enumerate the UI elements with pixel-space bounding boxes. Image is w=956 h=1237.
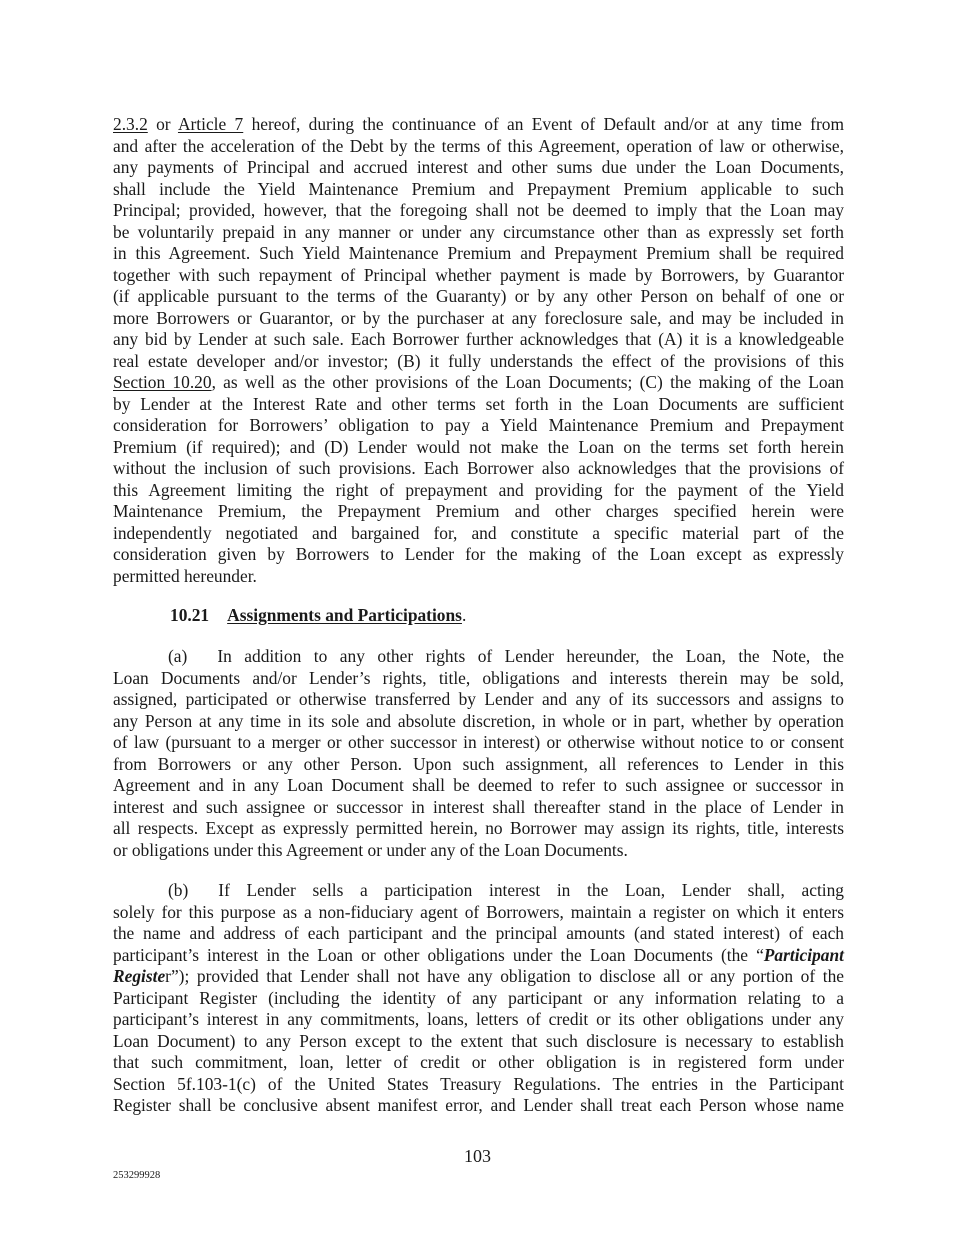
text-line: Loan Documents and/or Lender’s rights, title, obligations and interests therein may be sold, <box>113 667 844 688</box>
text-line: this Agreement limiting the right of prepayment and providing for the payment of the Yield <box>113 479 844 500</box>
text-line: shall include the Yield Maintenance Premium and Prepayment Premium applicable to such <box>113 178 844 199</box>
text-line: permitted hereunder. <box>113 565 257 586</box>
text-line: any payments of Principal and accrued interest and other sums due under the Loan Documents, <box>113 157 844 177</box>
text-line: Principal; provided, however, that the foregoing shall not be deemed to imply that the Loan may <box>113 200 844 220</box>
text-line: consideration for Borrowers’ obligation to pay a Yield Maintenance Premium and Prepayment <box>113 415 844 435</box>
text-line: participant’s interest in any commitments, loans, letters of credit or its other obligations under any <box>113 1009 844 1029</box>
text-line: independently negotiated and bargained for, and constitute a specific material part of the <box>113 522 844 543</box>
text-line: the name and address of each participant and the principal amounts (and stated interest) of each <box>113 923 844 943</box>
document-id: 253299928 <box>113 1170 161 1181</box>
text-line: Maintenance Premium, the Prepayment Premium and other charges specified herein were <box>113 501 844 521</box>
text-line: Agreement and in any Loan Document shall be deemed to refer to such assignee or successor in <box>113 775 844 795</box>
cross-reference-link: 2.3.2 <box>113 114 148 134</box>
text-line: Participant Register (including the identity of any participant or any information relating to a <box>113 987 844 1008</box>
text-line: solely for this purpose as a non-fiduciary agent of Borrowers, maintain a register on which it enters <box>113 901 844 922</box>
text-line: all respects. Except as expressly permitted herein, no Borrower may assign its rights, title, interests <box>113 818 844 838</box>
text-line: be voluntarily prepaid in any manner or under any circumstance other than as expressly set forth <box>113 221 844 242</box>
section-title: Assignments and Participations <box>227 605 462 625</box>
section-number: 10.21 <box>170 605 210 625</box>
paragraph-b: (b) If Lender sells a participation interest in the Loan, Lender shall, acting solely for this purpose as a non-fiduciary agent of Borrowers, maintain a register on which it enters the name and address of each participant and the principal amounts (and stated interest) of each participant’s interest in the Loan or other obligations under the Loan Documents (the “Participant Register”); provided that Lender shall not have any obligation to disclose all or any portion of the Participant Register (including the identity of any participant or any information relating to a participant’s interest in any commitments, loans, letters of credit or its other obligations under any Loan Document) to any Person except to the extent that such disclosure is necessary to establish that such commitment, loan, letter of credit or other obligation is in registered form under Section 5f.103-1(c) of the United States Treasury Regulations. The entries in the Participant Register shall be conclusive absent manifest error, and Lender shall treat each Person whose name <box>113 880 844 1115</box>
text-line: Register shall be conclusive absent manifest error, and Lender shall treat each Person whose name <box>113 1095 844 1115</box>
text-line: without the inclusion of such provisions. Each Borrower also acknowledges that the provisions of <box>113 458 844 478</box>
text-line: more Borrowers or Guarantor, or by the purchaser at any foreclosure sale, and may be included in <box>113 307 844 328</box>
text-line: Section 5f.103-1(c) of the United States Treasury Regulations. The entries in the Participant <box>113 1073 844 1094</box>
text-line: real estate developer and/or investor; (B) it fully understands the effect of the provisions of this <box>113 350 844 371</box>
text-line: interest and such assignee or successor in interest shall thereafter stand in the place of Lender in <box>113 796 844 817</box>
text-line: together with such repayment of Principal whether payment is made by Borrowers, by Guarantor <box>113 264 844 285</box>
paragraph-label: (b) <box>168 880 189 900</box>
defined-term: Registe <box>113 966 166 986</box>
text-line: any Person at any time in its sole and absolute discretion, in whole or in part, whether by operation <box>113 710 844 731</box>
cross-reference-link: Section 10.20 <box>113 372 212 392</box>
text-line: Premium (if required); and (D) Lender would not make the Loan on the terms set forth herein <box>113 436 844 457</box>
text-line: or obligations under this Agreement or under any of the Loan Documents. <box>113 839 628 860</box>
text-line: and after the acceleration of the Debt by the terms of this Agreement, operation of law or otherwise, <box>113 135 844 156</box>
text-line: assigned, participated or otherwise transferred by Lender and any of its successors and assigns to <box>113 689 844 709</box>
paragraph-a: (a) In addition to any other rights of Lender hereunder, the Loan, the Note, the Loan Documents and/or Lender’s rights, title, obligations and interests therein may be sold, assigned, participated or otherwise transferred by Lender and any of its successors and assigns to any Person at any time in its sole and absolute discretion, in whole or in part, whether by operation of law (pursuant to a merger or other successor in interest) or otherwise without notice to or consent from Borrowers or any other Person. Upon such assignment, all references to Lender in this Agreement and in any Loan Document shall be deemed to refer to such assignee or successor in interest and such assignee or successor in interest shall thereafter stand in the place of Lender in all respects. Except as expressly permitted herein, no Borrower may assign its rights, title, interests or obligations under this Agreement or under any of the Loan Documents. <box>113 646 844 860</box>
text-line: any bid by Lender at such sale. Each Borrower further acknowledges that (A) it is a knowledgeable <box>113 329 844 349</box>
text-line: of law (pursuant to a merger or other successor in interest) or otherwise without notice to or consent <box>113 732 844 752</box>
page-number: 103 <box>464 1146 491 1166</box>
defined-term: Participant <box>763 944 844 965</box>
text-line: from Borrowers or any other Person. Upon such assignment, all references to Lender in this <box>113 753 844 774</box>
paragraph-label: (a) <box>168 646 188 666</box>
text-line: that such commitment, loan, letter of credit or other obligation is in registered form under <box>113 1052 844 1072</box>
text-line: by Lender at the Interest Rate and other terms set forth in the Loan Documents are sufficient <box>113 393 844 414</box>
text-line: in this Agreement. Such Yield Maintenance Premium and Prepayment Premium shall be required <box>113 243 844 263</box>
text-line: Loan Document) to any Person except to the extent that such disclosure is necessary to establish <box>113 1030 844 1051</box>
paragraph-yield-maintenance: 2.3.2 or Article 7 hereof, during the continuance of an Event of Default and/or at any time from and after the acceleration of the Debt by the terms of this Agreement, operation of law or otherwise, any payments of Principal and accrued interest and other sums due under the Loan Documents, shall include the Yield Maintenance Premium and Prepayment Premium applicable to such Principal; provided, however, that the foregoing shall not be deemed to imply that the Loan may be voluntarily prepaid in any manner or under any circumstance other than as expressly set forth in this Agreement. Such Yield Maintenance Premium and Prepayment Premium shall be required together with such repayment of Principal whether payment is made by Borrowers, by Guarantor (if applicable pursuant to the terms of the Guaranty) or by any other Person on behalf of one or more Borrowers or Guarantor, or by the purchaser at any foreclosure sale, and may be included in any bid by Lender at such sale. Each Borrower further acknowledges that (A) it is a knowledgeable real estate developer and/or investor; (B) it fully understands the effect of the provisions of this Section 10.20, as well as the other provisions of the Loan Documents; (C) the making of the Loan by Lender at the Interest Rate and other terms set forth in the Loan Documents are sufficient consideration for Borrowers’ obligation to pay a Yield Maintenance Premium and Prepayment Premium (if required); and (D) Lender would not make the Loan on the terms set forth herein without the inclusion of such provisions. Each Borrower also acknowledges that the provisions of this Agreement limiting the right of prepayment and providing for the payment of the Yield Maintenance Premium, the Prepayment Premium and other charges specified herein were independently negotiated and bargained for, and constitute a specific material part of the consideration given by Borrowers to Lender for the making of the Loan except as expressly permitted hereunder. <box>113 114 844 586</box>
text-line: consideration given by Borrowers to Lender for the making of the Loan except as expressly <box>113 544 844 564</box>
section-heading: 10.21 Assignments and Participations. <box>170 605 467 625</box>
cross-reference-link: Article 7 <box>177 114 244 134</box>
text-line: (if applicable pursuant to the terms of the Guaranty) or by any other Person on behalf of one or <box>113 286 844 306</box>
